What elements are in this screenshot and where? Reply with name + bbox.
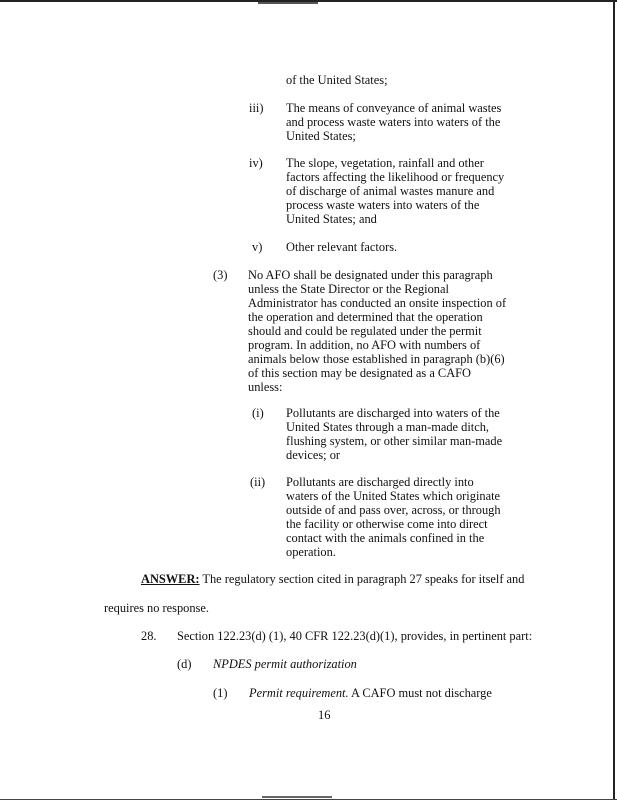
item-iii-line: and process waste waters into waters of the	[286, 115, 501, 129]
sub-d-label: (d)	[177, 657, 192, 671]
item-iii-line: United States;	[286, 129, 356, 143]
sub-d-title: NPDES permit authorization	[213, 657, 357, 671]
para-3-line: program. In addition, no AFO with numbers of	[248, 338, 481, 352]
sub-item-label-i: (i)	[252, 406, 264, 420]
sub-item-i-line: Pollutants are discharged into waters of the	[286, 406, 500, 420]
sub-item-text-ii	[286, 475, 501, 559]
para-3-line: of this section may be designated as a CAFO	[248, 366, 471, 380]
sub-item-label-ii: (ii)	[250, 475, 266, 489]
sub-item-ii-line: the facility or otherwise come into direct	[286, 517, 488, 531]
para-28-text: Section 122.23(d) (1), 40 CFR 122.23(d)(1), provides, in pertinent part:	[177, 629, 533, 643]
item-label-v: v)	[252, 240, 263, 254]
page-right-edge	[613, 0, 615, 800]
item-iv-line: factors affecting the likelihood or frequency	[286, 170, 505, 184]
sub-1-line	[249, 686, 492, 700]
para-3-line: Administrator has conducted an onsite inspection of	[248, 296, 507, 310]
item-iv-line: of discharge of animal wastes manure and	[286, 184, 495, 198]
para-3-line: No AFO shall be designated under this paragraph	[248, 268, 493, 282]
para-3-text	[248, 268, 506, 394]
sub-1-label: (1)	[213, 686, 228, 700]
item-iii-line: The means of conveyance of animal wastes	[286, 101, 502, 115]
item-text-iv	[286, 156, 504, 226]
para-3-line: the operation and determined that the operation	[248, 310, 483, 324]
item-text-iii	[286, 101, 501, 143]
para-28-number: 28.	[141, 629, 157, 643]
sub-item-i-line: United States through a man-made ditch,	[286, 420, 490, 434]
sub-1-title: Permit requirement.	[249, 686, 349, 700]
sub-item-i-line: flushing system, or other similar man-made	[286, 434, 503, 448]
sub-item-i-line: devices; or	[286, 448, 341, 462]
item-label-iii: iii)	[249, 101, 264, 115]
sub-item-ii-line: waters of the United States which originate	[286, 489, 501, 503]
scan-mark-top	[258, 2, 318, 4]
answer-text-line-1: The regulatory section cited in paragraph 27 speaks for itself and	[202, 572, 525, 586]
sub-item-ii-line: contact with the animals confined in the	[286, 531, 485, 545]
item-label-iv: iv)	[249, 156, 263, 170]
continuation-line: of the United States;	[286, 73, 388, 87]
answer-text-line-2: requires no response.	[104, 601, 209, 615]
para-3-line: animals below those established in paragraph (b)(6)	[248, 352, 505, 366]
para-3-line: unless:	[248, 380, 283, 394]
sub-item-ii-line: outside of and pass over, across, or through	[286, 503, 501, 517]
sub-item-text-i	[286, 406, 502, 462]
item-iv-line: United States; and	[286, 212, 377, 226]
sub-item-ii-line: operation.	[286, 545, 336, 559]
item-iv-line: process waste waters into waters of the	[286, 198, 480, 212]
page-number: 16	[318, 708, 331, 722]
para-3-line: unless the State Director or the Regional	[248, 282, 449, 296]
answer-label: ANSWER:	[141, 572, 200, 586]
sub-1-text: A CAFO must not discharge	[350, 686, 492, 700]
para-3-label: (3)	[213, 268, 228, 282]
answer-paragraph	[141, 572, 524, 586]
item-text-v: Other relevant factors.	[286, 240, 398, 254]
item-iv-line: The slope, vegetation, rainfall and other	[286, 156, 484, 170]
para-3-line: should and could be regulated under the permit	[248, 324, 482, 338]
scan-mark-bottom	[262, 796, 332, 798]
sub-item-ii-line: Pollutants are discharged directly into	[286, 475, 474, 489]
